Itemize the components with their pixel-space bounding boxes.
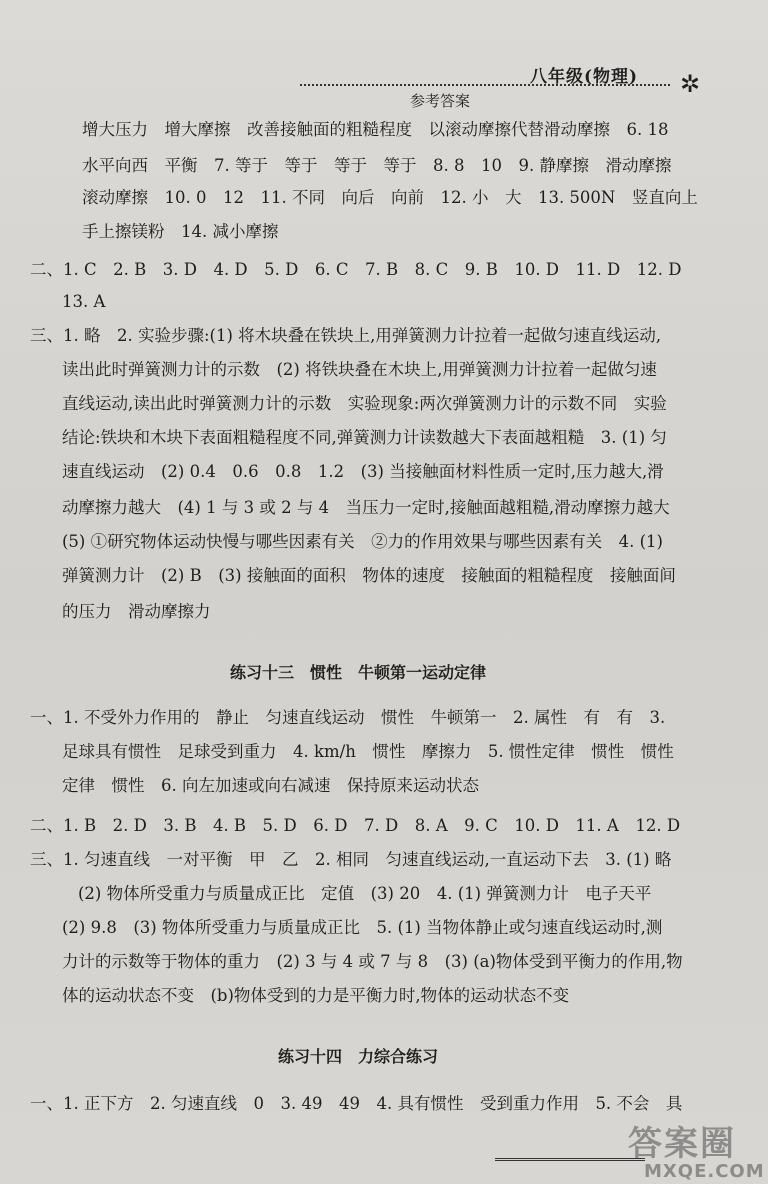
grade-label: 八年级(物理): [530, 67, 639, 87]
answer-line: (2) 9.8 (3) 物体所受重力与质量成正比 5. (1) 当物体静止或匀速直线运动时,测: [62, 918, 663, 937]
page-title: 参考答案: [410, 92, 471, 110]
footer-rule: [495, 1158, 645, 1161]
answer-line: 定律 惯性 6. 向左加速或向右减速 保持原来运动状态: [62, 776, 479, 795]
answer-line: 一、1. 不受外力作用的 静止 匀速直线运动 惯性 牛顿第一 2. 属性 有 有 3.: [30, 708, 666, 727]
watermark-text: 答案圈: [628, 1124, 736, 1164]
answer-line: 水平向西 平衡 7. 等于 等于 等于 等于 8. 8 10 9. 静摩擦 滑动摩擦: [82, 156, 672, 175]
answer-line: 力计的示数等于物体的重力 (2) 3 与 4 或 7 与 8 (3) (a)物体受到平衡力的作用,物: [62, 952, 683, 971]
answer-line: 弹簧测力计 (2) B (3) 接触面的面积 物体的速度 接触面的粗糙程度 接触面间: [62, 566, 676, 585]
answer-line: 速直线运动 (2) 0.4 0.6 0.8 1.2 (3) 当接触面材料性质一定时,压力越大,滑: [62, 462, 664, 481]
answer-line: 三、1. 略 2. 实验步骤:(1) 将木块叠在铁块上,用弹簧测力计拉着一起做匀速直线运动,: [30, 326, 662, 345]
answer-line: 滚动摩擦 10. 0 12 11. 不同 向后 向前 12. 小 大 13. 500N 竖直向上: [82, 188, 698, 207]
answer-line: 13. A: [62, 292, 106, 311]
answer-line: 二、1. C 2. B 3. D 4. D 5. D 6. C 7. B 8. C 9. B 10. D 11. D 12. D: [30, 260, 682, 279]
answer-line: 三、1. 匀速直线 一对平衡 甲 乙 2. 相同 匀速直线运动,一直运动下去 3. (1) 略: [30, 850, 672, 869]
answer-line: 结论:铁块和木块下表面粗糙程度不同,弹簧测力计读数越大下表面越粗糙 3. (1) 匀: [62, 428, 667, 447]
answer-line: 的压力 滑动摩擦力: [62, 602, 211, 621]
section-heading-13: 练习十三 惯性 牛顿第一运动定律: [230, 663, 487, 682]
answer-line: 手上擦镁粉 14. 减小摩擦: [82, 222, 279, 241]
watermark-site: MXQE.COM: [644, 1161, 765, 1182]
answer-line: 读出此时弹簧测力计的示数 (2) 将铁块叠在木块上,用弹簧测力计拉着一起做匀速: [62, 360, 657, 379]
answer-line: 直线运动,读出此时弹簧测力计的示数 实验现象:两次弹簧测力计的示数不同 实验: [62, 394, 667, 413]
answer-line: 体的运动状态不变 (b)物体受到的力是平衡力时,物体的运动状态不变: [62, 986, 570, 1005]
answer-line: (5) ①研究物体运动快慢与哪些因素有关 ②力的作用效果与哪些因素有关 4. (1): [62, 532, 663, 551]
answer-line: (2) 物体所受重力与质量成正比 定值 (3) 20 4. (1) 弹簧测力计 电子天平: [78, 884, 652, 903]
section-heading-14: 练习十四 力综合练习: [278, 1047, 439, 1066]
answer-line: 增大压力 增大摩擦 改善接触面的粗糙程度 以滚动摩擦代替滑动摩擦 6. 18: [82, 120, 669, 139]
answer-line: 动摩擦力越大 (4) 1 与 3 或 2 与 4 当压力一定时,接触面越粗糙,滑动摩擦力越大: [62, 498, 670, 517]
header-dotted-rule: [300, 84, 670, 86]
watermark-logo: [628, 1116, 765, 1182]
star-icon: ✲: [680, 70, 701, 98]
answer-line: 一、1. 正下方 2. 匀速直线 0 3. 49 49 4. 具有惯性 受到重力作用 5. 不会 具: [30, 1094, 683, 1113]
answer-line: 足球具有惯性 足球受到重力 4. km/h 惯性 摩擦力 5. 惯性定律 惯性 惯性: [62, 742, 674, 761]
answer-line: 二、1. B 2. D 3. B 4. B 5. D 6. D 7. D 8. A 9. C 10. D 11. A 12. D: [30, 816, 681, 835]
